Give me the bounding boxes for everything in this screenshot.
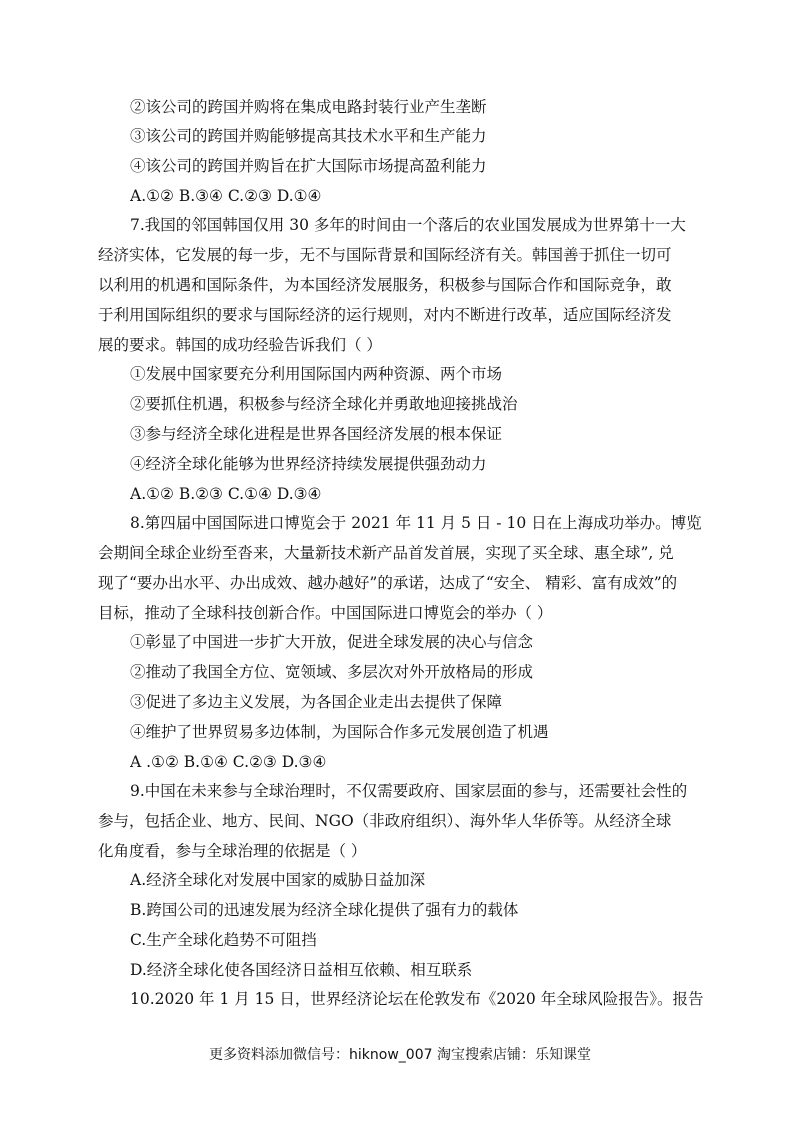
option-line: ③参与经济全球化进程是世界各国经济发展的根本保证 <box>130 425 503 443</box>
question-10-text: 10.2020 年 1 月 15 日，世界经济论坛在伦敦发布《2020 年全球风险报告》。报告 <box>130 990 704 1008</box>
question-9-text: 参与，包括企业、地方、民间、NGO（非政府组织）、海外华人华侨等。从经济全球 <box>98 812 672 830</box>
option-line: ②该公司的跨国并购将在集成电路封装行业产生垄断 <box>130 98 487 116</box>
option-line: B.跨国公司的迅速发展为经济全球化提供了强有力的载体 <box>130 901 519 919</box>
question-7-text: 于利用国际组织的要求与国际经济的运行规则，对内不断进行改革，适应国际经济发 <box>98 306 672 324</box>
question-9-text: 化角度看，参与全球治理的依据是（ ） <box>98 842 367 860</box>
answer-choices: A .①② B.①④ C.②③ D.③④ <box>130 753 327 771</box>
question-8-text: 8.第四届中国国际进口博览会于 2021 年 11 月 5 日 - 10 日在上海成功举办。博览 <box>130 514 702 532</box>
question-8-text: 目标，推动了全球科技创新合作。中国国际进口博览会的举办（ ） <box>98 604 553 622</box>
question-8-text: 会期间全球企业纷至沓来，大量新技术新产品首发首展，实现了买全球、惠全球”, 兑 <box>98 544 674 562</box>
question-7-text: 7.我国的邻国韩国仅用 30 多年的时间由一个落后的农业国发展成为世界第十一大 <box>130 216 686 234</box>
question-9-text: 9.中国在未来参与全球治理时，不仅需要政府、国家层面的参与，还需要社会性的 <box>130 782 688 800</box>
option-line: ①发展中国家要充分利用国际国内两种资源、两个市场 <box>130 365 503 383</box>
option-line: C.生产全球化趋势不可阻挡 <box>130 931 317 949</box>
answer-choices: A.①② B.②③ C.①④ D.③④ <box>130 485 322 503</box>
question-7-text: 经济实体，它发展的每一步，无不与国际背景和国际经济有关。韩国善于抓住一切可 <box>98 246 672 264</box>
option-line: ③促进了多边主义发展，为各国企业走出去提供了保障 <box>130 693 503 711</box>
footer-note: 更多资料添加微信号：hiknow_007 淘宝搜索店铺：乐知课堂 <box>209 1047 591 1063</box>
question-8-text: 现了“要办出水平、办出成效、越办越好”的承诺，达成了“安全、 精彩、富有成效”的 <box>98 574 678 592</box>
option-line: D.经济全球化使各国经济日益相互依赖、相互联系 <box>130 961 473 979</box>
option-line: ④经济全球化能够为世界经济持续发展提供强劲动力 <box>130 455 487 473</box>
option-line: ①彰显了中国进一步扩大开放，促进全球发展的决心与信念 <box>130 633 534 651</box>
option-line: ④维护了世界贸易多边体制，为国际合作多元发展创造了机遇 <box>130 723 549 741</box>
answer-choices: A.①② B.③④ C.②③ D.①④ <box>130 187 322 205</box>
option-line: A.经济全球化对发展中国家的威胁日益加深 <box>130 871 426 889</box>
option-line: ③该公司的跨国并购能够提高其技术水平和生产能力 <box>130 127 487 145</box>
question-7-text: 以利用的机遇和国际条件，为本国经济发展服务，积极参与国际合作和国际竞争，敢 <box>98 276 672 294</box>
option-line: ②推动了我国全方位、宽领域、多层次对外开放格局的形成 <box>130 663 534 681</box>
option-line: ④该公司的跨国并购旨在扩大国际市场提高盈利能力 <box>130 157 487 175</box>
option-line: ②要抓住机遇，积极参与经济全球化并勇敢地迎接挑战治 <box>130 395 518 413</box>
question-7-text: 展的要求。韩国的成功经验告诉我们（ ） <box>98 336 382 354</box>
